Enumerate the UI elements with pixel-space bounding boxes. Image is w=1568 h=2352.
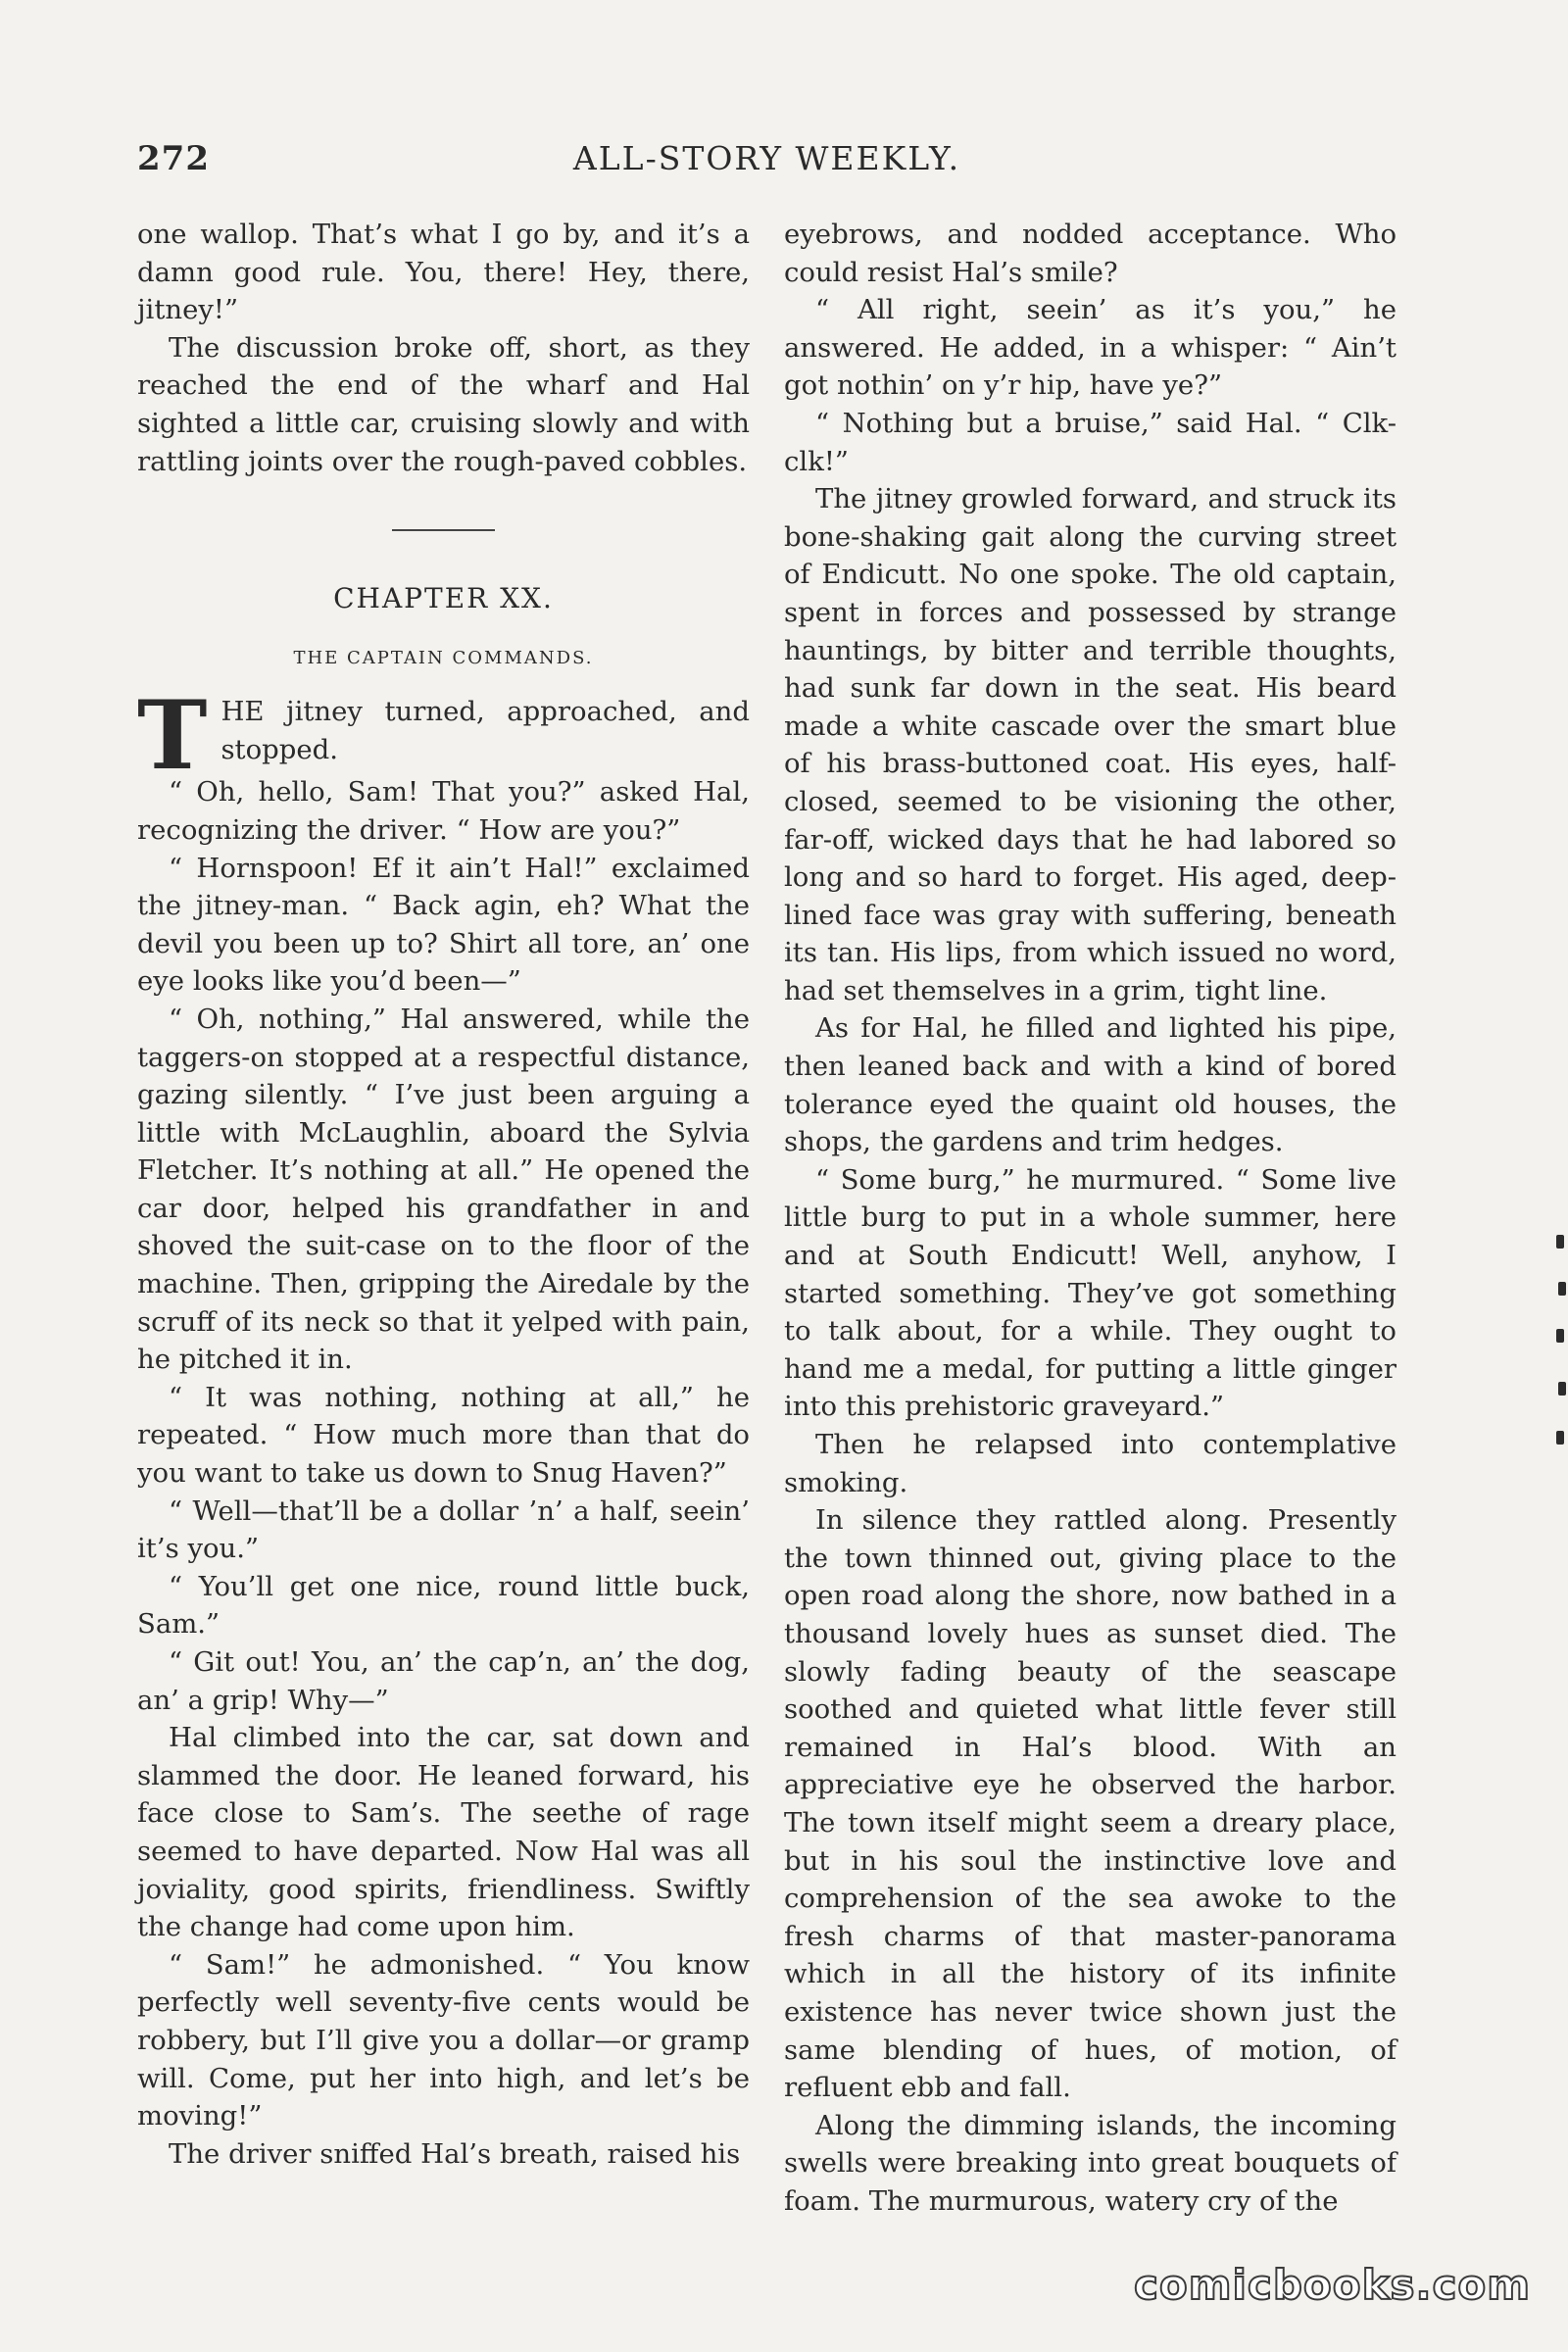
paragraph: “ Oh, nothing,” Hal answered, while the taggers-on stopped at a respectful distance, gazing silently. “ I’ve just been arguing a little with McLaughlin, aboard the Sylvia Fletcher. It’s nothing at all.” He opened the car door, helped his grandfather in and shoved the suit-case on to the floor of the machine. Then, gripping the Airedale by the scruff of its neck so that it yelped with pain, he pitched it in. — [137, 1003, 750, 1376]
page-number: 272 — [137, 139, 210, 178]
running-title: ALL-STORY WEEKLY. — [572, 139, 961, 177]
paragraph: As for Hal, he filled and lighted his pipe, then leaned back and with a kind of bored tolerance eyed the quaint old houses, the shops, the gardens and trim hedges. — [784, 1012, 1396, 1158]
chapter-opening-paragraph — [137, 680, 750, 792]
paragraph: “ All right, seein’ as it’s you,” he answered. He added, in a whisper: “ Ain’t got nothin’ on y’r hip, have ye?” — [784, 294, 1396, 402]
paragraph: The discussion broke off, short, as they reached the end of the wharf and Hal sighted a little car, cruising slowly and with rattling joints over the rough-paved cobbles. — [137, 331, 750, 477]
paragraph: “ Git out! You, an’ the cap’n, an’ the dog, an’ a grip! Why—” — [137, 1646, 750, 1716]
left-column — [137, 216, 750, 2173]
paragraph-text: HE jitney turned, approached, and stopped. — [220, 696, 750, 765]
paragraph: The jitney growled forward, and struck its bone-shaking gait along the curving street of Endicutt. No one spoke. The old captain, spent in forces and possessed by strange hauntings, by bitter and terrible thoughts, had sunk far down in the seat. His beard made a white cascade over the smart blue of his brass-buttoned coat. His eyes, half-closed, seemed to be visioning the other, far-off, wicked days that he had labored so long and so hard to forget. His aged, deep-lined face was gray with suffering, beneath its tan. His lips, from which issued no word, had set themselves in a grim, tight line. — [784, 483, 1396, 1006]
section-divider — [137, 529, 750, 531]
paragraph: one wallop. That’s what I go by, and it’s a damn good rule. You, there! Hey, there, jitney!” — [137, 219, 750, 326]
right-column — [784, 216, 1396, 2220]
drop-cap: T — [137, 680, 208, 792]
chapter-title: CHAPTER XX. — [333, 582, 554, 615]
watermark-logo: comicbooks.com — [1134, 2261, 1531, 2309]
paragraph: “ Well—that’ll be a dollar ’n’ a half, seein’ it’s you.” — [137, 1494, 750, 1565]
paragraph: The driver sniffed Hal’s breath, raised his — [169, 2137, 741, 2170]
paragraph: “ Hornspoon! Ef it ain’t Hal!” exclaimed the jitney-man. “ Back agin, eh? What the devil you been up to? Shirt all tore, an’ one eye looks like you’d been—” — [137, 852, 750, 998]
page-header — [137, 139, 1396, 188]
paragraph: “ Nothing but a bruise,” said Hal. “ Clk-clk!” — [784, 407, 1396, 477]
paragraph: eyebrows, and nodded acceptance. Who could resist Hal’s smile? — [784, 219, 1396, 288]
chapter-subtitle: THE CAPTAIN COMMANDS. — [293, 647, 594, 668]
paragraph: “ It was nothing, nothing at all,” he repeated. “ How much more than that do you want to take us down to Snug Haven?” — [137, 1381, 750, 1490]
paragraph: Then he relapsed into contemplative smoking. — [784, 1429, 1396, 1498]
paragraph: “ Oh, hello, Sam! That you?” asked Hal, recognizing the driver. “ How are you?” — [137, 776, 750, 846]
paragraph: “ You’ll get one nice, round little buck, Sam.” — [137, 1570, 750, 1641]
paragraph: In silence they rattled along. Presently the town thinned out, giving place to the open road along the shore, now bathed in a thousand lovely hues as sunset died. The slowly fading beauty of the seascape soothed and quieted what little fever still remained in Hal’s blood. With an appreciative eye he observed the harbor. The town itself might seem a dreary place, but in his soul the instinctive love and comprehension of the sea awoke to the fresh charms of that master-panorama which in all the history of its infinite existence has never twice shown just the same blending of hues, of motion, of refluent ebb and fall. — [784, 1504, 1396, 2104]
paragraph: Hal climbed into the car, sat down and slammed the door. He leaned forward, his face close to Sam’s. The seethe of rage seemed to have departed. Now Hal was all joviality, good spirits, friendliness. Swiftly the change had come upon him. — [137, 1722, 750, 1943]
paragraph: “ Some burg,” he murmured. “ Some live little burg to put in a whole summer, here and at South Endicutt! Well, anyhow, I started something. They’ve got something to talk about, for a while. They ought to hand me a medal, for putting a little ginger into this prehistoric graveyard.” — [784, 1163, 1396, 1423]
paragraph: “ Sam!” he admonished. “ You know perfectly well seventy-five cents would be robbery, but I’ll give you a dollar—or gramp will. Come, put her into high, and let’s be moving!” — [137, 1948, 750, 2132]
paragraph: Along the dimming islands, the incoming swells were breaking into great bouquets of foam. The murmurous, watery cry of the — [784, 2109, 1396, 2217]
